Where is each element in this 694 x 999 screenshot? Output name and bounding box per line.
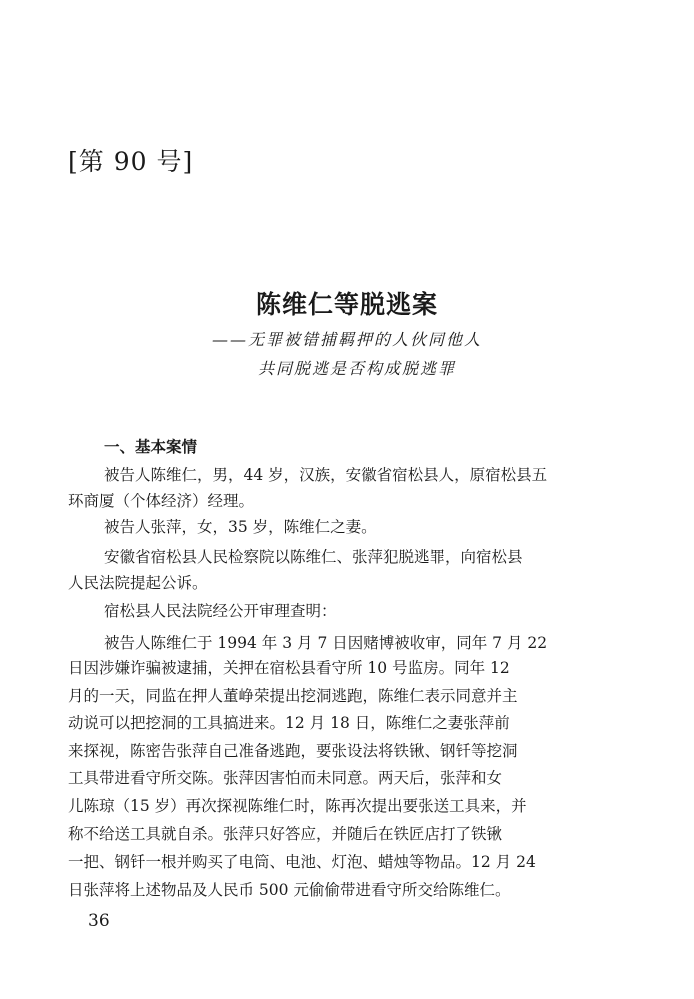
body-line: 工具带进看守所交陈。张萍因害怕而未同意。两天后，张萍和女 <box>68 769 503 787</box>
body-line: 被告人陈维仁，男，44 岁，汉族，安徽省宿松县人，原宿松县五 <box>104 466 548 484</box>
body-line: 来探视，陈密告张萍自己准备逃跑，要张设法将铁锹、钢钎等挖洞 <box>68 742 518 760</box>
subtitle-line-2: 共同脱逃是否构成脱逃罪 <box>257 359 456 378</box>
body-line: 日因涉嫌诈骗被逮捕，关押在宿松县看守所 10 号监房。同年 12 <box>68 659 510 677</box>
page-number: 36 <box>88 911 110 931</box>
body-line: 一把、钢钎一根并购买了电筒、电池、灯泡、蜡烛等物品。12 月 24 <box>68 853 536 871</box>
body-line: 被告人陈维仁于 1994 年 3 月 7 日因赌博被收审，同年 7 月 22 <box>104 634 548 652</box>
body-line: 日张萍将上述物品及人民币 500 元偷偷带进看守所交给陈维仁。 <box>68 881 511 899</box>
body-line: 人民法院提起公诉。 <box>68 574 208 592</box>
body-line: 月的一天，同监在押人董峥荣提出挖洞逃跑，陈维仁表示同意并主 <box>68 687 518 705</box>
body-line: 儿陈琼（15 岁）再次探视陈维仁时，陈再次提出要张送工具来，并 <box>68 797 527 815</box>
body-line: 环商厦（个体经济）经理。 <box>68 492 255 510</box>
body-line: 宿松县人民法院经公开审理查明： <box>104 602 337 620</box>
case-number: [第 90 号] <box>68 147 194 176</box>
article-title: 陈维仁等脱逃案 <box>255 290 438 319</box>
body-line: 称不给送工具就自杀。张萍只好答应，并随后在铁匠店打了铁锹 <box>68 825 503 843</box>
body-line: 动说可以把挖洞的工具搞进来。12 月 18 日，陈维仁之妻张萍前 <box>68 714 510 732</box>
subtitle-line-1: ——无罪被错捕羁押的人伙同他人 <box>211 330 482 349</box>
body-line: 安徽省宿松县人民检察院以陈维仁、张萍犯脱逃罪，向宿松县 <box>104 548 523 566</box>
section-heading: 一、基本案情 <box>104 438 198 456</box>
body-line: 被告人张萍，女，35 岁，陈维仁之妻。 <box>104 518 377 536</box>
